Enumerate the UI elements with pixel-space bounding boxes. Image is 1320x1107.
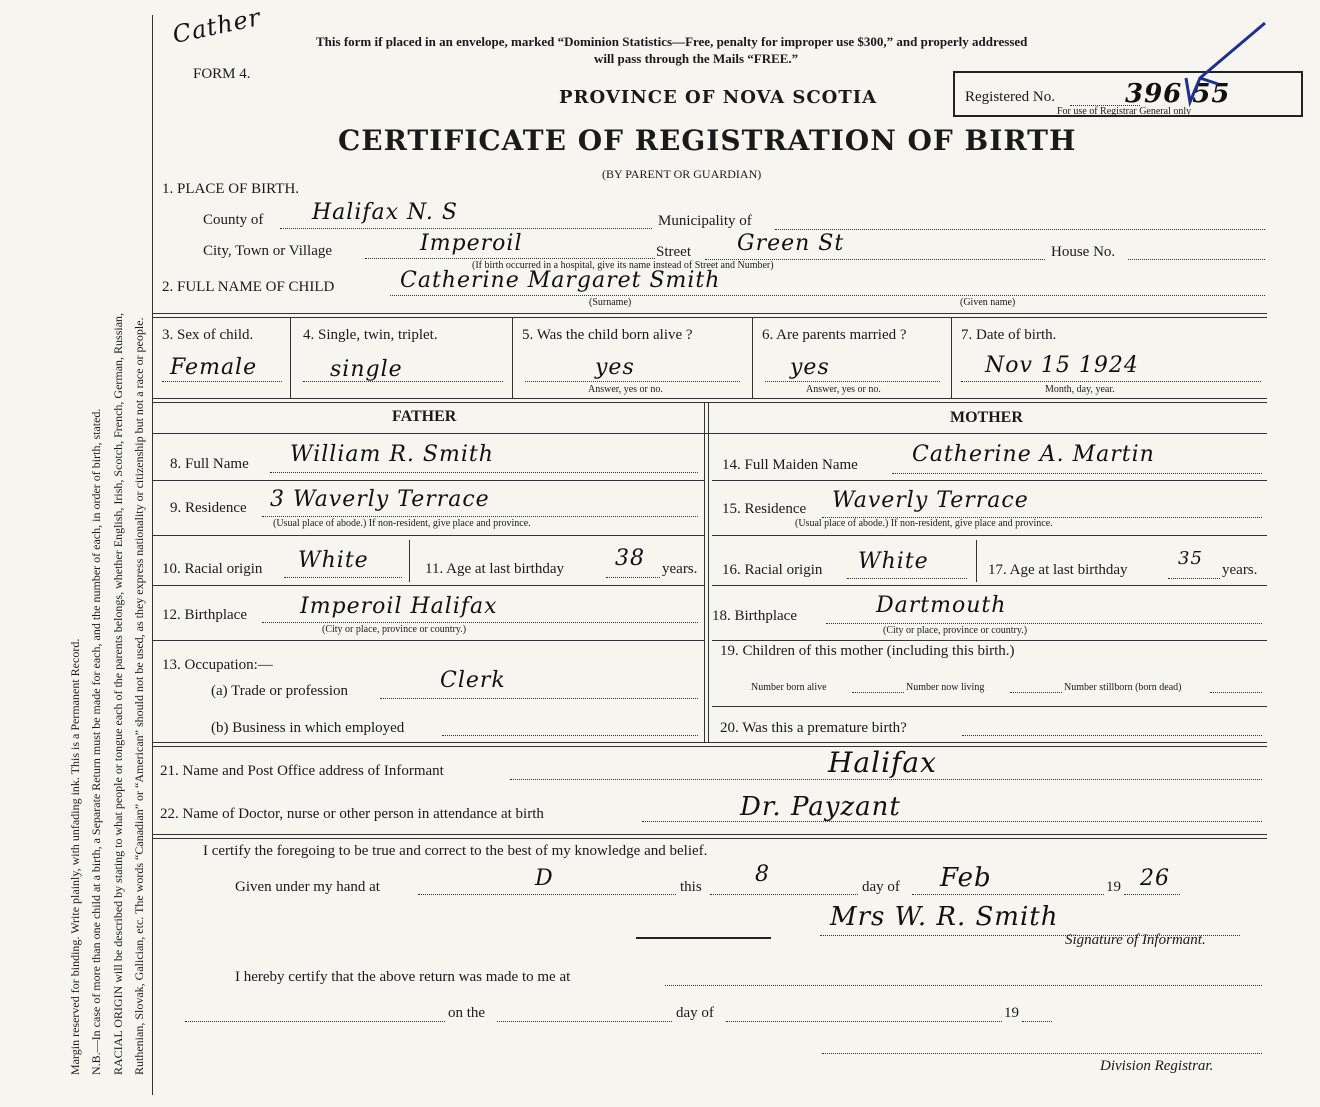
father-name-label: 8. Full Name	[170, 456, 249, 472]
day-of-label: day of	[862, 879, 900, 895]
parents-married-note: Answer, yes or no.	[806, 384, 881, 395]
margin-note-racial-origin-cont: Ruthenian, Slovak, Galician, etc. The words “Canadian” or “American” should not be used, as they express nationality or citizenship but not a race or people.	[132, 317, 146, 1075]
certify-statement: I certify the foregoing to be true and correct to the best of my knowledge and belief.	[203, 843, 708, 859]
margin-note-binding: Margin reserved for binding. Write plainly, with unfading ink. This is a Permanent Record.	[68, 638, 82, 1075]
mother-racial-value: White	[858, 549, 929, 574]
plurality-label: 4. Single, twin, triplet.	[303, 327, 438, 343]
parents-married-label: 6. Are parents married ?	[762, 327, 907, 343]
registrar-certify-line: I hereby certify that the above return was made to me at	[235, 969, 571, 985]
day-value: 8	[755, 862, 770, 887]
dob-value: Nov 15 1924	[985, 353, 1139, 378]
registered-label: Registered No.	[965, 89, 1055, 105]
mother-birthplace-label: 18. Birthplace	[712, 608, 797, 624]
registered-value: 396 55	[1125, 79, 1231, 109]
mother-name-value: Catherine A. Martin	[912, 442, 1155, 467]
trade-value: Clerk	[440, 668, 506, 693]
mother-racial-label: 16. Racial origin	[722, 562, 823, 578]
occupation-label: 13. Occupation:—	[162, 657, 273, 673]
premature-label: 20. Was this a premature birth?	[720, 720, 907, 736]
street-label: Street	[656, 244, 691, 260]
father-age-value: 38	[615, 546, 645, 571]
business-label: (b) Business in which employed	[211, 720, 405, 736]
handwritten-annotation: Cather	[170, 3, 264, 49]
margin-note-multiple-births: N.B.—In case of more than one child at a birth, a Separate Return must be made for each, and the number of each, in order of birth, stated.	[89, 408, 103, 1075]
given-under-hand-label: Given under my hand at	[235, 879, 380, 895]
father-name-value: William R. Smith	[290, 442, 494, 467]
parents-married-value: yes	[790, 355, 830, 380]
page-subtitle: (BY PARENT OR GUARDIAN)	[602, 167, 762, 181]
mother-birthplace-note: (City or place, province or country.)	[883, 625, 1028, 636]
street-value: Green St	[737, 231, 845, 256]
informant-label: 21. Name and Post Office address of Informant	[160, 763, 444, 779]
county-value: Halifax N. S	[312, 200, 458, 225]
born-alive-label: 5. Was the child born alive ?	[522, 327, 693, 343]
born-alive-count-label: Number born alive	[751, 682, 827, 693]
given-name-note: (Given name)	[960, 297, 1016, 308]
city-value: Imperoil	[420, 231, 523, 256]
born-alive-note: Answer, yes or no.	[588, 384, 663, 395]
father-birthplace-note: (City or place, province or country.)	[322, 624, 467, 635]
trade-label: (a) Trade or profession	[211, 683, 349, 699]
this-label: this	[680, 879, 702, 895]
registrar-note: For use of Registrar General only	[1057, 106, 1192, 117]
margin-rule	[152, 15, 153, 1095]
informant-signature: Mrs W. R. Smith	[830, 902, 1059, 932]
hospital-note: (If birth occurred in a hospital, give its name instead of Street and Number)	[472, 260, 774, 271]
page-title: CERTIFICATE OF REGISTRATION OF BIRTH	[338, 124, 1077, 157]
registrar-day-of-label: day of	[676, 1005, 714, 1021]
father-residence-label: 9. Residence	[170, 500, 247, 516]
now-living-count-label: Number now living	[906, 682, 985, 693]
year-prefix: 19	[1106, 879, 1121, 895]
father-residence-note: (Usual place of abode.) If non-resident, give place and province.	[273, 518, 531, 529]
checkmark-arrow-icon	[1160, 18, 1270, 108]
mother-residence-value: Waverly Terrace	[832, 488, 1029, 513]
informant-value: Halifax	[828, 746, 937, 779]
mother-age-label: 17. Age at last birthday	[988, 562, 1128, 578]
form-number: FORM 4.	[193, 66, 251, 82]
born-alive-value: yes	[595, 355, 635, 380]
father-age-label: 11. Age at last birthday	[425, 561, 564, 577]
mother-years-label: years.	[1222, 562, 1258, 578]
county-label: County of	[203, 212, 264, 228]
children-of-mother-label: 19. Children of this mother (including this birth.)	[720, 643, 1015, 659]
signature-label: Signature of Informant.	[1065, 932, 1206, 948]
margin-note-racial-origin: RACIAL ORIGIN will be described by stating to what people or tongue each of the parents belongs, whether English, Irish, Scotch, French, German, Russian,	[111, 312, 125, 1075]
surname-note: (Surname)	[589, 297, 632, 308]
father-residence-value: 3 Waverly Terrace	[270, 487, 490, 512]
father-racial-value: White	[298, 548, 369, 573]
father-heading: FATHER	[392, 408, 457, 425]
mother-heading: MOTHER	[950, 409, 1023, 426]
mother-birthplace-value: Dartmouth	[876, 593, 1007, 618]
sex-value: Female	[170, 355, 258, 380]
given-place-value: D	[535, 866, 554, 891]
child-name-value: Catherine Margaret Smith	[400, 268, 721, 293]
mother-residence-label: 15. Residence	[722, 501, 807, 517]
year-value: 26	[1140, 866, 1170, 891]
month-value: Feb	[940, 863, 992, 893]
column-divider	[704, 402, 709, 742]
mother-name-label: 14. Full Maiden Name	[722, 457, 858, 473]
plurality-value: single	[330, 357, 403, 382]
dob-label: 7. Date of birth.	[961, 327, 1057, 343]
father-years-label: years.	[662, 561, 698, 577]
on-the-label: on the	[448, 1005, 486, 1021]
division-registrar-label: Division Registrar.	[1100, 1058, 1214, 1074]
municipality-label: Municipality of	[658, 213, 752, 229]
registrar-year-label: 19	[1004, 1005, 1019, 1021]
house-no-label: House No.	[1051, 244, 1116, 260]
mailing-notice: This form if placed in an envelope, marked “Dominion Statistics—Free, penalty for improper use $300,” and properly addressed	[316, 34, 1028, 49]
mailing-notice-2: will pass through the Mails “FREE.”	[594, 51, 799, 66]
father-birthplace-label: 12. Birthplace	[162, 607, 247, 623]
mother-residence-note: (Usual place of abode.) If non-resident, give place and province.	[795, 518, 1053, 529]
father-racial-label: 10. Racial origin	[162, 561, 263, 577]
child-name-label: 2. FULL NAME OF CHILD	[162, 279, 335, 295]
sex-label: 3. Sex of child.	[162, 327, 254, 343]
doctor-label: 22. Name of Doctor, nurse or other person in attendance at birth	[160, 806, 544, 822]
city-label: City, Town or Village	[203, 243, 333, 259]
father-birthplace-value: Imperoil Halifax	[300, 594, 498, 619]
stillborn-count-label: Number stillborn (born dead)	[1064, 682, 1182, 693]
dob-note: Month, day, year.	[1045, 384, 1115, 395]
doctor-value: Dr. Payzant	[740, 792, 901, 822]
province-heading: PROVINCE OF NOVA SCOTIA	[559, 87, 878, 108]
mother-age-value: 35	[1178, 548, 1203, 569]
place-of-birth-label: 1. PLACE OF BIRTH.	[162, 181, 300, 197]
